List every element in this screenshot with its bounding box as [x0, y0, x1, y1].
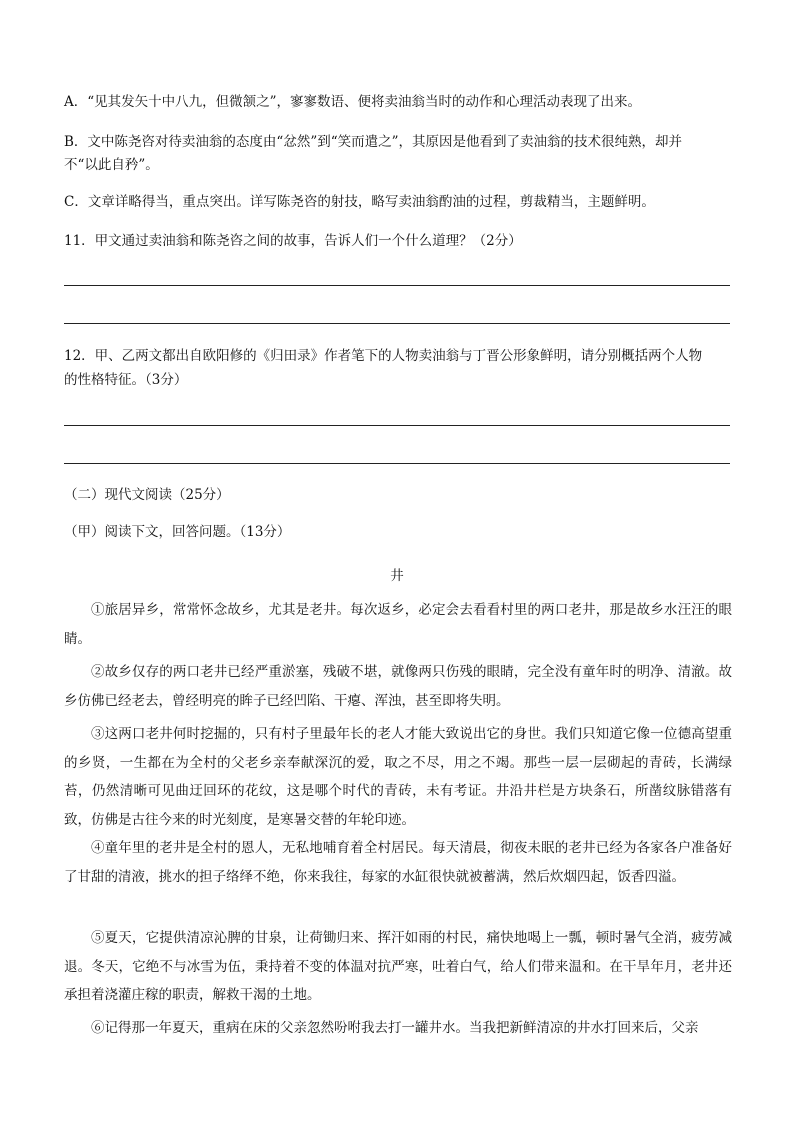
article-title: 井 [390, 568, 404, 584]
option-c: C．文章详略得当，重点突出。详写陈尧咨的射技，略写卖油翁酌油的过程，剪裁精当，主题鲜明。 [64, 194, 655, 210]
option-b-line2: 不“以此自矜”。 [64, 157, 159, 173]
answer-line-11a[interactable] [64, 285, 730, 286]
option-a: A．“见其发矢十中八九，但微颔之”，寥寥数语、便将卖油翁当时的动作和心理活动表现了出来。 [64, 94, 642, 110]
subsection-title: （甲）阅读下文，回答问题。（13分） [64, 524, 291, 540]
paragraph-1: ①旅居异乡，常常怀念故乡，尤其是老井。每次返乡，必定会去看看村里的两口老井，那是故乡水汪汪的眼睛。 [64, 602, 732, 647]
option-b-line1: B．文中陈尧咨对待卖油翁的态度由“忿然”到“笑而遣之”，其原因是他看到了卖油翁的技术很纯熟，却并 [64, 134, 683, 150]
answer-line-11b[interactable] [64, 323, 730, 324]
answer-line-12b[interactable] [64, 463, 730, 464]
paragraph-4: ④童年里的老井是全村的恩人，无私地哺育着全村居民。每天清晨，彻夜未眠的老井已经为各家各户准备好了甘甜的清液，挑水的担子络绎不绝，你来我往，每家的水缸很快就被蓄满，然后炊烟四起，饭香四溢。 [64, 840, 732, 885]
paragraph-3: ③这两口老井何时挖掘的，只有村子里最年长的老人才能大致说出它的身世。我们只知道它像一位德高望重的乡贤，一生都在为全村的父老乡亲奉献深沉的爱，取之不尽，用之不竭。那些一层一层砌起的青砖，长满绿苔，仍然清晰可见曲迂回环的花纹，这是哪个时代的青砖，未有考证。井沿井栏是方块条石，所凿纹脉错落有致，仿佛是古往今来的时光刻度，是寒暑交替的年轮印迹。 [64, 726, 732, 828]
question-12-line1: 12．甲、乙两文都出自欧阳修的《归田录》作者笔下的人物卖油翁与丁晋公形象鲜明，请分别概括两个人物 [64, 348, 703, 364]
paragraph-6: ⑥记得那一年夏天，重病在床的父亲忽然吩咐我去打一罐井水。当我把新鲜清凉的井水打回来后，父亲 [91, 1020, 699, 1036]
question-12-line2: 的性格特征。（3分） [64, 372, 188, 388]
answer-line-12a[interactable] [64, 425, 730, 426]
section-title: （二）现代文阅读（25分） [64, 487, 230, 503]
paragraph-5: ⑤夏天，它提供清凉沁脾的甘泉，让荷锄归来、挥汗如雨的村民，痛快地喝上一瓢，顿时暑气全消，疲劳减退。冬天，它绝不与冰雪为伍，秉持着不变的体温对抗严寒，吐着白气，给人们带来温和。在干旱年月，老井还承担着浇灌庄稼的职责，解救干渴的土地。 [64, 930, 732, 1003]
paragraph-2: ②故乡仅存的两口老井已经严重淤塞，残破不堪，就像两只伤残的眼睛，完全没有童年时的明净、清澈。故乡仿佛已经老去，曾经明亮的眸子已经凹陷、干瘪、浑浊，甚至即将失明。 [64, 664, 732, 709]
question-11: 11．甲文通过卖油翁和陈尧咨之间的故事，告诉人们一个什么道理？（2分） [64, 233, 522, 249]
